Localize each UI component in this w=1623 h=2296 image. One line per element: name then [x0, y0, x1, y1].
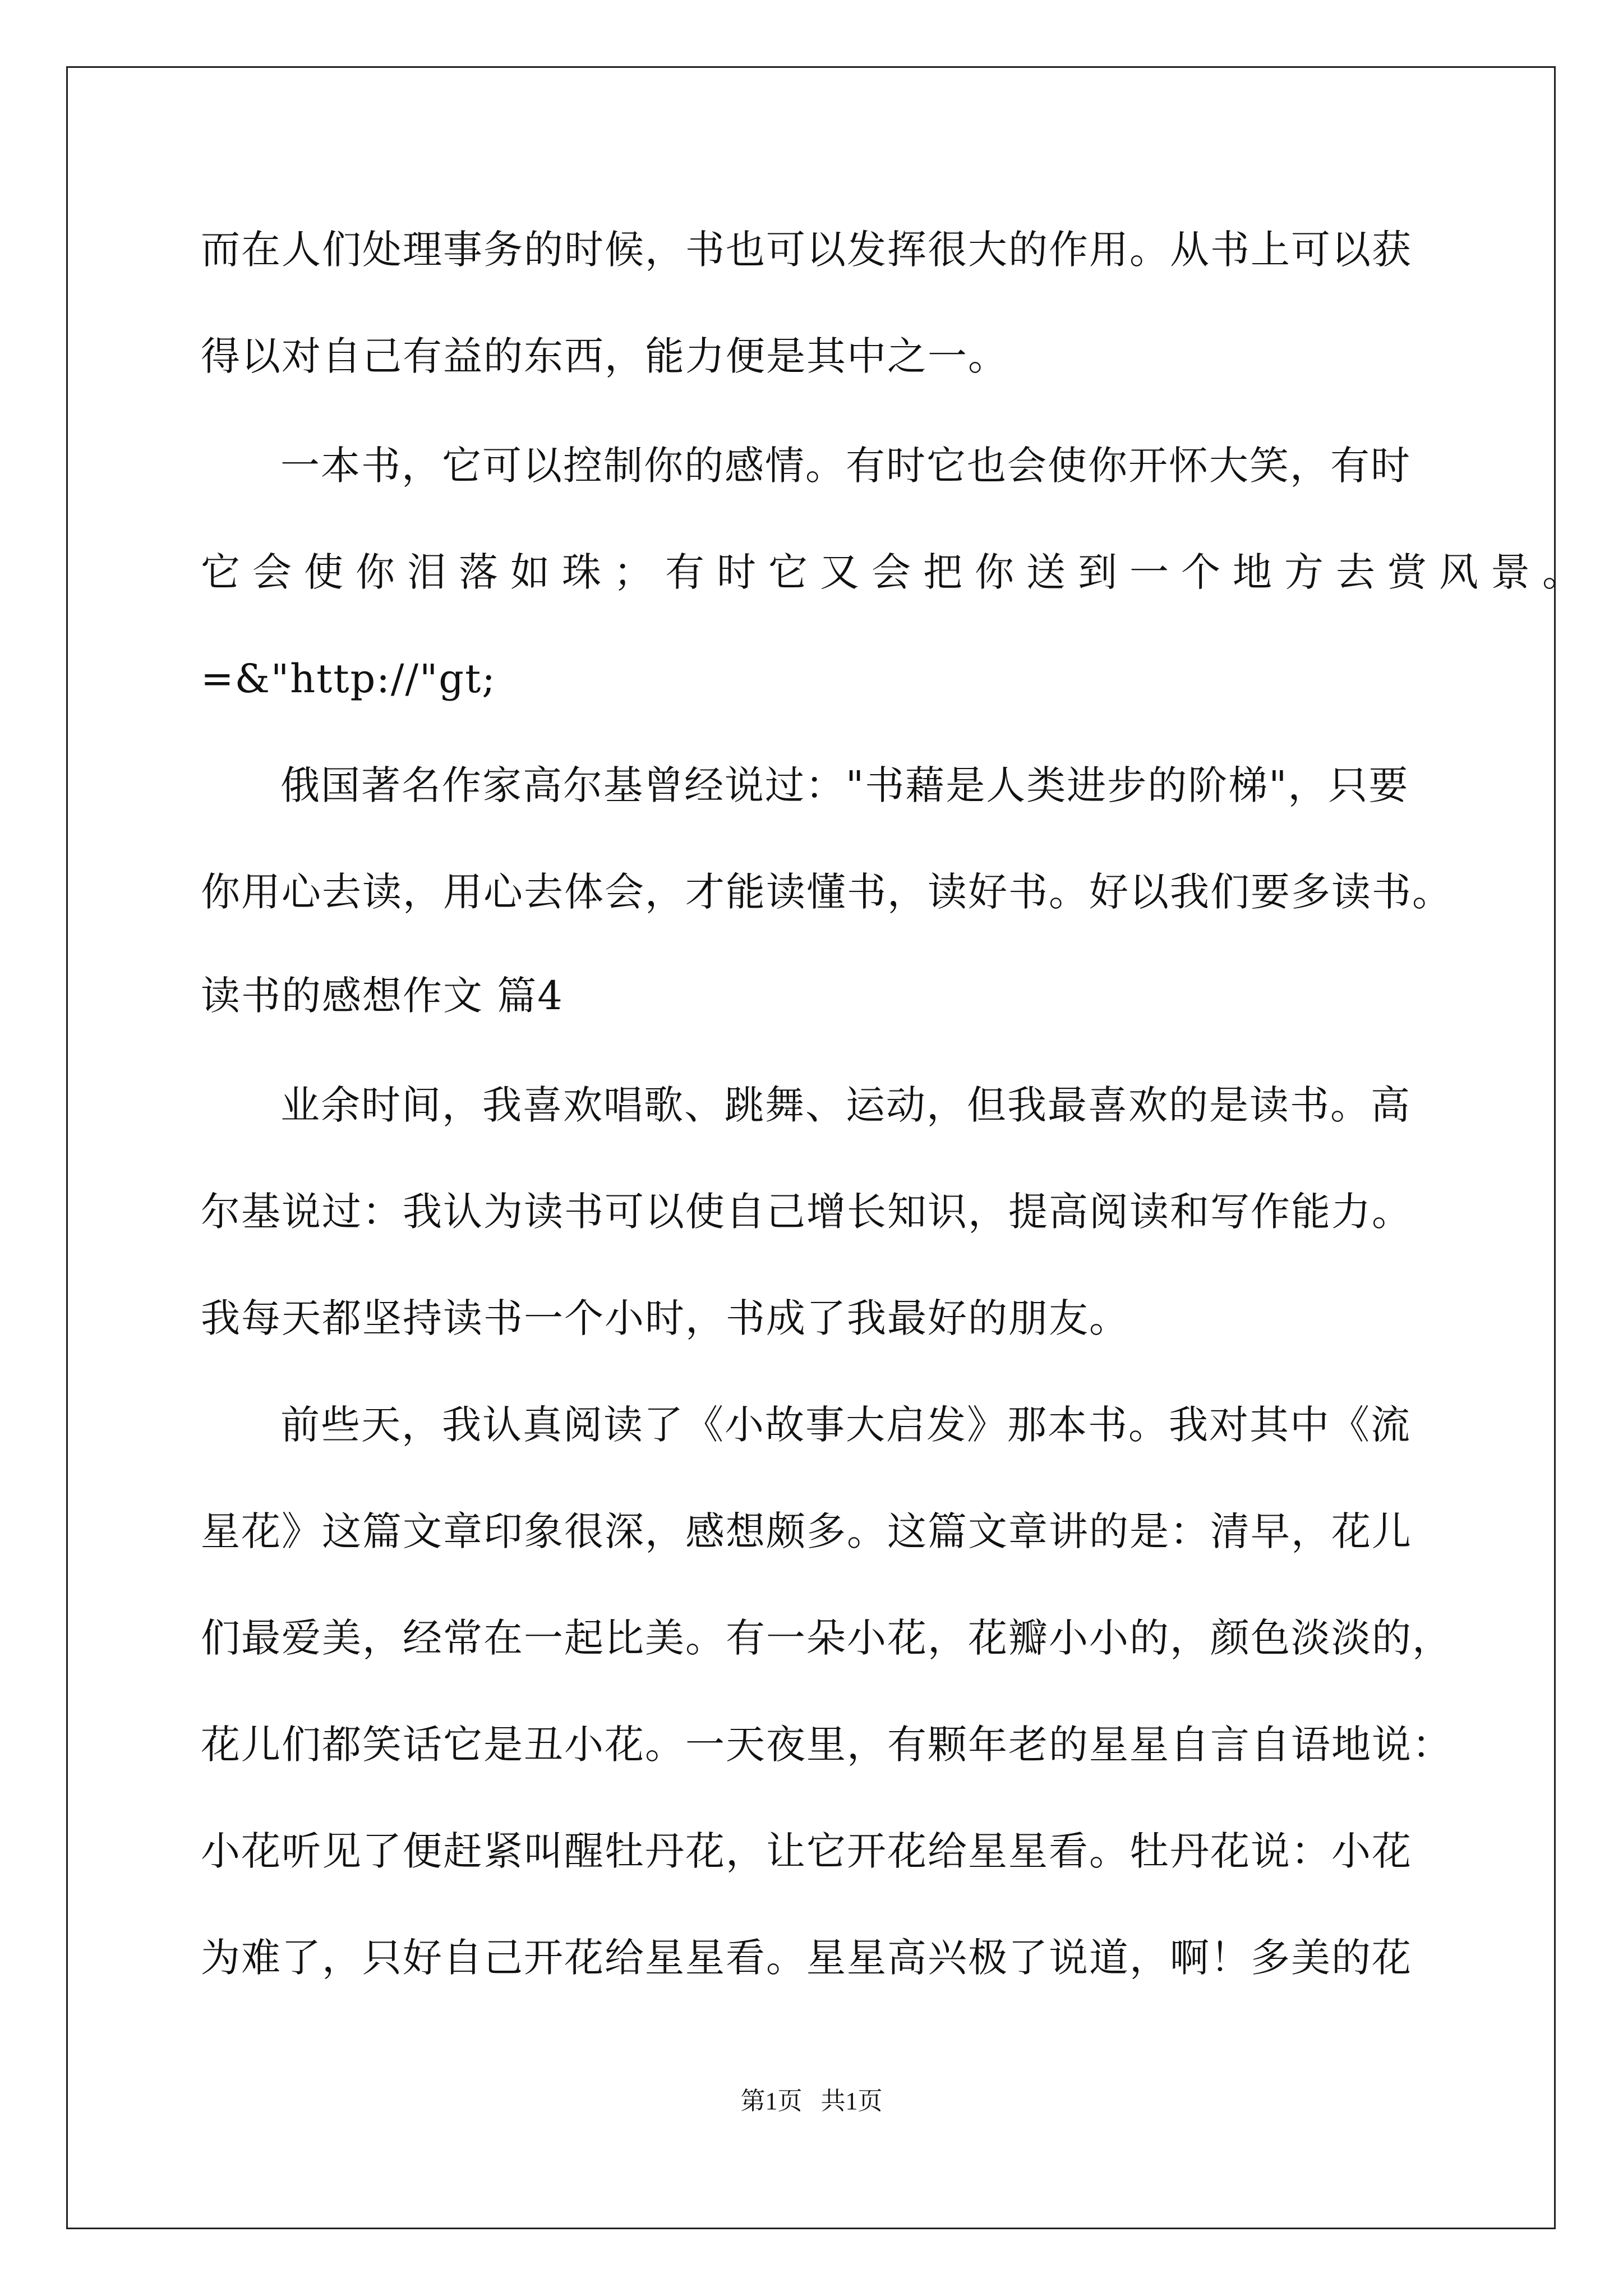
paragraph-line: 而在人们处理事务的时候，书也可以发挥很大的作用。从书上可以获	[201, 227, 1412, 273]
paragraph-line: 你用心去读，用心去体会，才能读懂书，读好书。好以我们要多读书。	[201, 869, 1453, 915]
paragraph-line: 花儿们都笑话它是丑小花。一天夜里，有颗年老的星星自言自语地说：	[201, 1722, 1453, 1768]
page-border	[66, 66, 1556, 2229]
paragraph-line: 小花听见了便赶紧叫醒牡丹花，让它开花给星星看。牡丹花说：小花	[201, 1828, 1412, 1874]
paragraph-line: =&"http://"gt;	[201, 656, 496, 702]
paragraph-line: 俄国著名作家高尔基曾经说过："书藉是人类进步的阶梯"，只要	[280, 762, 1409, 808]
paragraph-line: 前些天，我认真阅读了《小故事大启发》那本书。我对其中《流	[280, 1402, 1411, 1448]
paragraph-line: 得以对自己有益的东西，能力便是其中之一。	[201, 333, 1008, 379]
paragraph-line: 业余时间，我喜欢唱歌、跳舞、运动，但我最喜欢的是读书。高	[280, 1082, 1411, 1128]
paragraph-line: 一本书，它可以控制你的感情。有时它也会使你开怀大笑，有时	[280, 443, 1411, 489]
paragraph-line: 我每天都坚持读书一个小时，书成了我最好的朋友。	[201, 1295, 1129, 1341]
section-heading: 读书的感想作文 篇4	[201, 973, 564, 1019]
paragraph-line: 们最爱美，经常在一起比美。有一朵小花，花瓣小小的，颜色淡淡的，	[201, 1615, 1453, 1661]
paragraph-line: 为难了，只好自己开花给星星看。星星高兴极了说道，啊！多美的花	[201, 1935, 1412, 1981]
paragraph-line: 它会使你泪落如珠；有时它又会把你送到一个地方去赏风景。	[201, 549, 1594, 595]
paragraph-line: 星花》这篇文章印象很深，感想颇多。这篇文章讲的是：清早，花儿	[201, 1508, 1412, 1554]
paragraph-line: 尔基说过：我认为读书可以使自己增长知识，提高阅读和写作能力。	[201, 1189, 1412, 1235]
page-footer: 第1页 共1页	[740, 2087, 883, 2115]
